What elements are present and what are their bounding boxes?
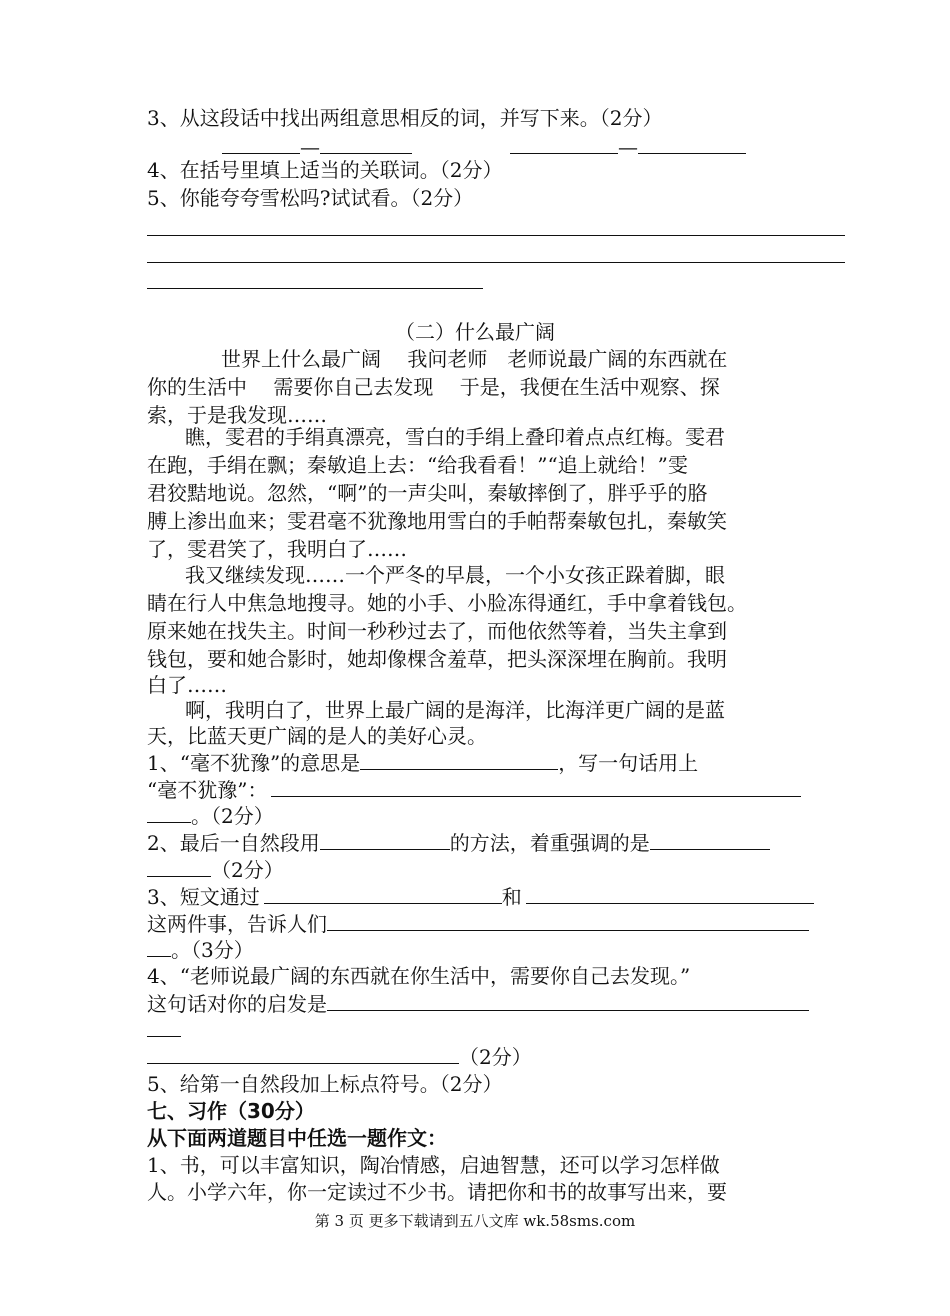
passage-line: 天，比蓝天更广阔的是人的美好心灵。 [147, 724, 487, 748]
passage-question-4 [147, 963, 690, 989]
answer-line[interactable] [147, 235, 845, 236]
answer-blank[interactable] [147, 1016, 181, 1037]
answer-blank[interactable] [147, 856, 211, 877]
passage-question-4-cont [147, 990, 809, 1017]
passage-line: 原来她在找失主。时间一秒秒过去了，而他依然等着，当失主拿到 [147, 619, 727, 643]
question-text: 2、最后一自然段用 [147, 831, 320, 855]
essay-prompt-line: 人。小学六年，你一定读过不少书。请把你和书的故事写出来，要 [147, 1180, 727, 1204]
page-footer: 第 3 页 更多下载请到五八文库 wk.58sms.com [314, 1212, 636, 1230]
answer-blank[interactable] [510, 133, 618, 154]
passage-line: 瞧，雯君的手绢真漂亮，雪白的手绢上叠印着点点红梅。雯君 [185, 425, 725, 449]
answer-blank[interactable] [360, 749, 558, 770]
question-text: 4、“老师说最广阔的东西就在你生活中，需要你自己去发现。” [147, 964, 691, 988]
answer-blank[interactable] [320, 133, 412, 154]
question-text: （2分） [211, 858, 284, 882]
answer-blank[interactable] [271, 776, 801, 797]
question-4 [147, 157, 502, 183]
passage-line: 了，雯君笑了，我明白了…… [147, 537, 407, 561]
question-5-text: 5、你能夸夸雪松吗?试试看。（2分） [147, 186, 474, 210]
question-text: 的方法，着重强调的是 [449, 831, 650, 855]
answer-blank[interactable] [526, 883, 814, 904]
question-text: 。（2分） [191, 804, 274, 828]
passage-line: 钱包，要和她合影时，她却像棵含羞草，把头深深埋在胸前。我明 [147, 647, 727, 671]
passage-question-1 [147, 749, 698, 776]
passage-line: 啊，我明白了，世界上最广阔的是海洋，比海洋更广阔的是蓝 [185, 698, 725, 722]
passage-question-1-end [147, 802, 274, 829]
passage-question-4-end [147, 1043, 532, 1070]
passage-line: 在跑，手绢在飘；秦敏追上去：“给我看看！”“追上就给！”雯 [147, 453, 688, 477]
passage-line: 我又继续发现……一个严冬的早晨，一个小女孩正跺着脚，眼 [185, 563, 725, 587]
question-4-text: 4、在括号里填上适当的关联词。（2分） [147, 158, 503, 182]
passage-question-3 [147, 883, 814, 910]
antonym-answer-row [147, 133, 746, 160]
passage-question-3-end [147, 936, 254, 963]
question-text: 和 [501, 885, 522, 909]
passage-line: 君狡黠地说。忽然，“啊”的一声尖叫，秦敏摔倒了，胖乎乎的胳 [147, 481, 708, 505]
question-text: 这两件事，告诉人们 [147, 912, 327, 936]
passage-line: 睛在行人中焦急地搜寻。她的小手、小脸冻得通红，手中拿着钱包。 [147, 591, 747, 615]
answer-blank[interactable] [638, 133, 746, 154]
passage-question-2 [147, 829, 770, 856]
question-text: 。（3分） [171, 938, 254, 962]
passage-line: 你的生活中 需要你自己去发现 于是，我便在生活中观察、探 [147, 375, 720, 399]
answer-blank[interactable] [222, 133, 300, 154]
passage-question-2-end [147, 856, 284, 883]
question-text: （2分） [459, 1045, 532, 1069]
dash: — [300, 135, 320, 159]
passage-question-4-cont2 [147, 1016, 181, 1043]
question-5 [147, 185, 473, 211]
question-text: 这句话对你的启发是 [147, 992, 327, 1016]
section-heading: 七、习作（30分） [147, 1099, 315, 1123]
question-text: 3、短文通过 [147, 885, 260, 909]
answer-blank[interactable] [147, 802, 191, 823]
answer-blank[interactable] [320, 829, 450, 850]
question-3-text: 3、从这段话中找出两组意思相反的词，并写下来。（2分） [147, 106, 663, 130]
passage-question-5 [147, 1071, 502, 1097]
passage-question-3-cont [147, 910, 809, 937]
passage-line: 白了…… [147, 673, 227, 697]
passage-line: 膊上渗出血来；雯君毫不犹豫地用雪白的手帕帮秦敏包扎，秦敏笑 [147, 509, 727, 533]
question-text: 5、给第一自然段加上标点符号。（2分） [147, 1072, 503, 1096]
answer-blank[interactable] [650, 829, 770, 850]
answer-blank[interactable] [327, 910, 809, 931]
question-3 [147, 105, 662, 131]
essay-prompt-line: 1、书，可以丰富知识，陶冶情感，启迪智慧，还可以学习怎样做 [147, 1153, 720, 1177]
dash: — [618, 135, 638, 159]
answer-blank[interactable] [147, 1043, 459, 1064]
question-text: ，写一句话用上 [558, 751, 699, 775]
answer-blank[interactable] [327, 990, 809, 1011]
answer-blank[interactable] [147, 936, 171, 957]
question-text: “毫不犹豫”： [147, 778, 268, 802]
question-text: 1、“毫不犹豫”的意思是 [147, 751, 361, 775]
passage-question-1-cont [147, 776, 801, 803]
passage-line: 世界上什么最广阔 我问老师 老师说最广阔的东西就在 [221, 347, 728, 371]
answer-blank[interactable] [264, 883, 502, 904]
passage-line: 索，于是我发现…… [147, 403, 327, 427]
answer-line[interactable] [147, 262, 845, 263]
passage-title: （二）什么最广阔 [395, 320, 555, 344]
section-subheading: 从下面两道题目中任选一题作文： [147, 1126, 447, 1150]
answer-line[interactable] [147, 288, 483, 289]
